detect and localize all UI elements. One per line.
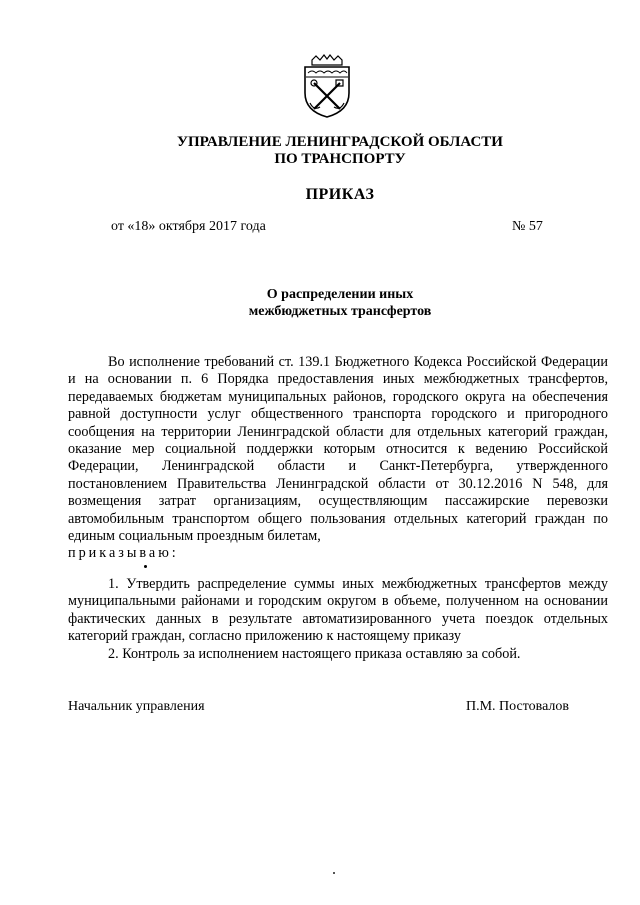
subject-line-2: межбюджетных трансфертов [248,304,432,319]
organization-line-2: ПО ТРАНСПОРТУ [274,151,406,167]
signatory-position: Начальник управления [68,699,205,714]
organization-name [0,134,640,168]
order-item-2: 2. Контроль за исполнением настоящего приказа оставляю за собой. [108,645,521,662]
order-number: № 57 [512,219,543,234]
coat-of-arms-icon [302,53,352,119]
organization-line-1: УПРАВЛЕНИЕ ЛЕНИНГРАДСКОЙ ОБЛАСТИ [177,134,503,150]
preamble-paragraph: Во исполнение требований ст. 139.1 Бюджетного Кодекса Российской Федерации и на основании п. 6 Порядка предоставления иных межбюджетных трансфертов, передаваемых бюджетам муниципальных районов, городского округа на обеспечения равной доступности услуг общественного транспорта городского и пригородного сообщения на территории Ленинградской области для отдельных категорий граждан, оказание мер социальной поддержки которым относится к ведению Российской Федерации, Ленинградской области и Санкт-Петербурга, утвержденного постановлением Правительства Ленинградской области от 30.12.2016 N 548, для возмещения затрат организациям, осуществляющим пассажирские перевозки автомобильным транспортом общего пользования отдельных категорий граждан по единым социальным проездным билетам, [68,354,608,545]
preamble-text [68,354,608,563]
page-mark [333,872,335,874]
stray-dot [144,565,147,568]
order-subject [0,286,640,320]
subject-line-1: О распределении иных [266,287,414,302]
order-date: от «18» октября 2017 года [111,219,266,234]
order-items [68,576,608,663]
order-word: приказываю: [68,545,179,562]
signatory-name: П.М. Постовалов [466,699,570,714]
document-type-title: ПРИКАЗ [305,186,375,203]
order-item-1: 1. Утвердить распределение суммы иных межбюджетных трансфертов между муниципальными районами и городским округом в объеме, полученном на основании фактических данных в результате автоматизированного учета поездок отдельных категорий граждан, согласно приложению к настоящему приказу [68,576,608,645]
